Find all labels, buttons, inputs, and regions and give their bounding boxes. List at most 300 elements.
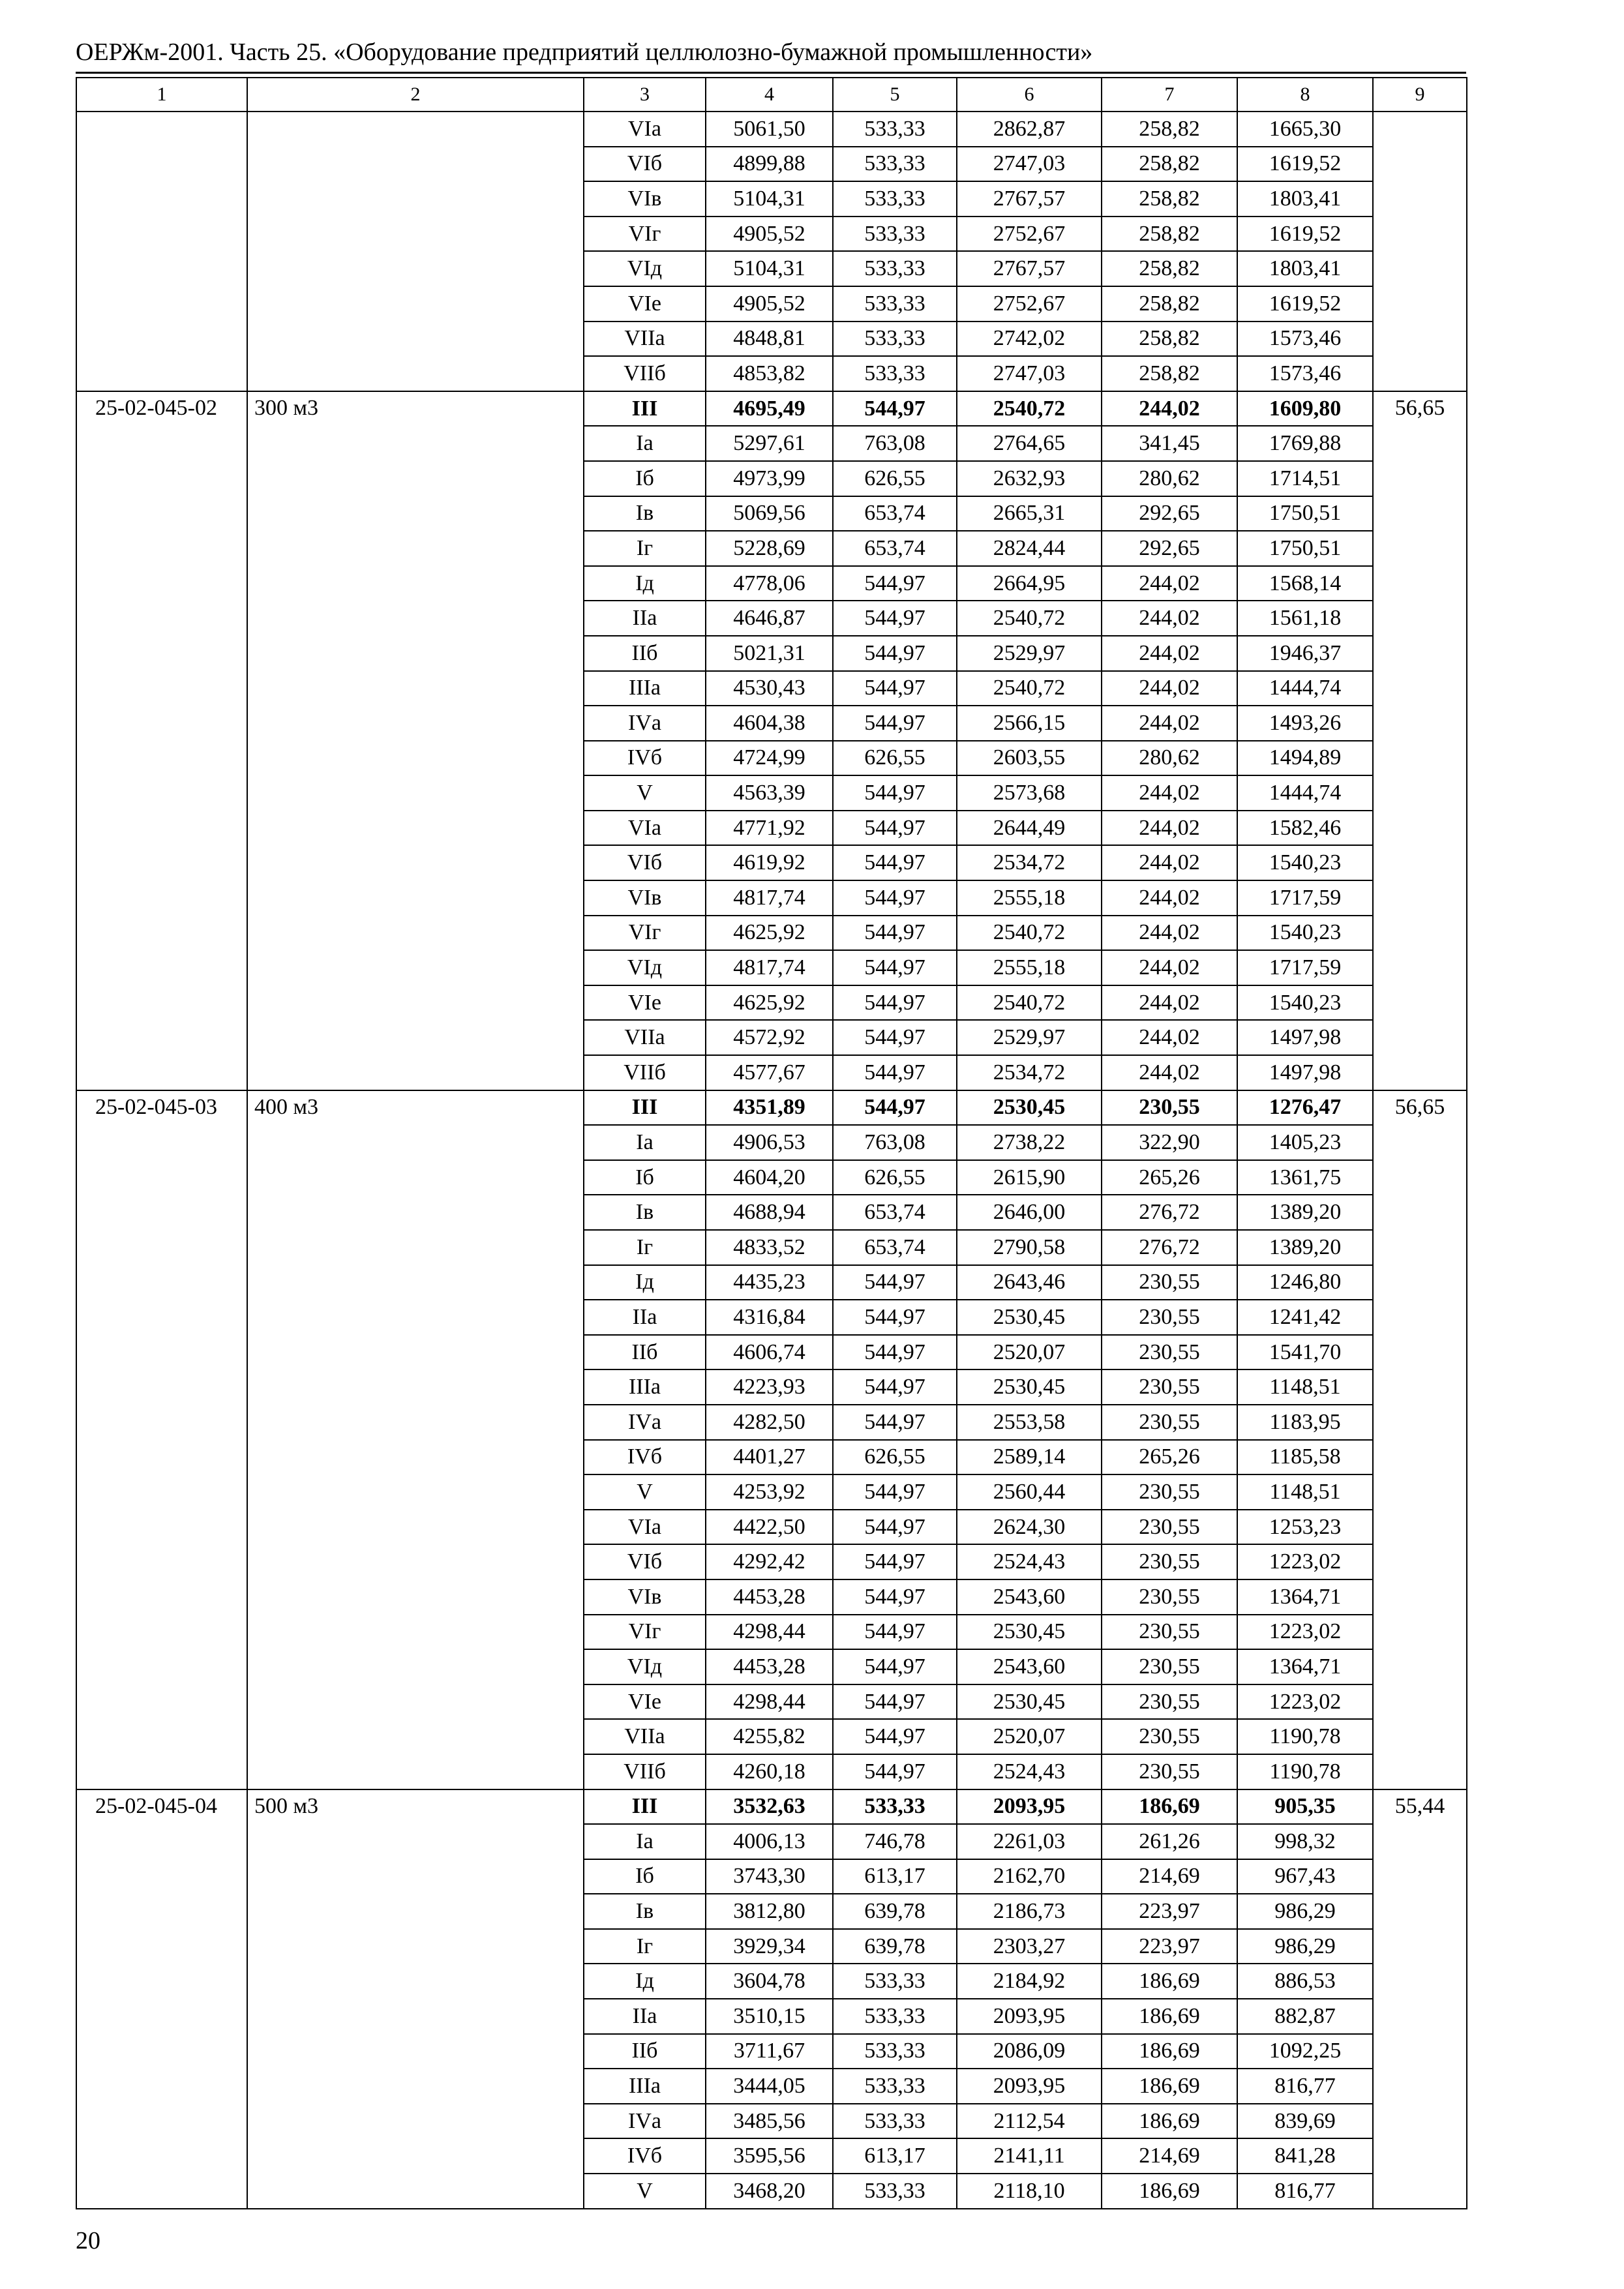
- operator-wages: 258,82: [1102, 181, 1237, 217]
- zone-code: VIб: [584, 845, 706, 880]
- zone-code: IIб: [584, 1335, 706, 1370]
- zone-code: VIв: [584, 880, 706, 916]
- operator-wages: 244,02: [1102, 391, 1237, 426]
- machine-operation: 2747,03: [957, 356, 1102, 391]
- total-cost: 4695,49: [706, 391, 833, 426]
- materials: 1223,02: [1237, 1544, 1373, 1579]
- wages: 544,97: [833, 775, 957, 811]
- zone-code: VIIб: [584, 1055, 706, 1090]
- zone-code: Iб: [584, 1160, 706, 1195]
- materials: 1619,52: [1237, 217, 1373, 252]
- wages: 544,97: [833, 1090, 957, 1126]
- total-cost: 4351,89: [706, 1090, 833, 1126]
- total-cost: 5104,31: [706, 251, 833, 286]
- operator-wages: 244,02: [1102, 601, 1237, 636]
- total-cost: 4530,43: [706, 671, 833, 706]
- equipment-volume: [247, 112, 584, 391]
- total-cost: 3812,80: [706, 1894, 833, 1929]
- machine-operation: 2303,27: [957, 1929, 1102, 1964]
- operator-wages: 230,55: [1102, 1649, 1237, 1684]
- zone-code: IIа: [584, 1300, 706, 1335]
- operator-wages: 244,02: [1102, 916, 1237, 951]
- price-table: [76, 77, 1467, 2209]
- wages: 626,55: [833, 1160, 957, 1195]
- operator-wages: 230,55: [1102, 1684, 1237, 1720]
- materials: 886,53: [1237, 1964, 1373, 1999]
- materials: 1750,51: [1237, 496, 1373, 531]
- materials: 1540,23: [1237, 985, 1373, 1021]
- zone-code: IIIа: [584, 671, 706, 706]
- zone-code: VIд: [584, 251, 706, 286]
- operator-wages: 186,69: [1102, 1789, 1237, 1825]
- total-cost: 4778,06: [706, 566, 833, 601]
- materials: 1541,70: [1237, 1335, 1373, 1370]
- equipment-volume: 500 м3: [247, 1789, 584, 2209]
- zone-code: Iг: [584, 1929, 706, 1964]
- total-cost: 5228,69: [706, 531, 833, 566]
- wages: 763,08: [833, 426, 957, 461]
- materials: 1619,52: [1237, 286, 1373, 322]
- machine-operation: 2524,43: [957, 1544, 1102, 1579]
- materials: 841,28: [1237, 2138, 1373, 2174]
- total-cost: 4563,39: [706, 775, 833, 811]
- wages: 533,33: [833, 322, 957, 357]
- machine-operation: 2141,11: [957, 2138, 1102, 2174]
- materials: 1241,42: [1237, 1300, 1373, 1335]
- column-number: 7: [1102, 78, 1237, 112]
- zone-code: VIIб: [584, 356, 706, 391]
- wages: 763,08: [833, 1125, 957, 1160]
- table-row: [76, 391, 1467, 426]
- total-cost: 4435,23: [706, 1265, 833, 1300]
- total-cost: 4604,38: [706, 706, 833, 741]
- machine-operation: 2530,45: [957, 1300, 1102, 1335]
- operator-wages: 265,26: [1102, 1440, 1237, 1475]
- wages: 533,33: [833, 1964, 957, 1999]
- operator-wages: 230,55: [1102, 1300, 1237, 1335]
- machine-operation: 2530,45: [957, 1615, 1102, 1650]
- machine-operation: 2540,72: [957, 671, 1102, 706]
- page-number: 20: [76, 2227, 100, 2254]
- wages: 653,74: [833, 1230, 957, 1265]
- materials: 816,77: [1237, 2174, 1373, 2209]
- column-number: 4: [706, 78, 833, 112]
- materials: 905,35: [1237, 1789, 1373, 1825]
- total-cost: 4292,42: [706, 1544, 833, 1579]
- machine-operation: 2555,18: [957, 950, 1102, 985]
- materials: 1540,23: [1237, 916, 1373, 951]
- operator-wages: 322,90: [1102, 1125, 1237, 1160]
- total-cost: 3711,67: [706, 2034, 833, 2069]
- total-cost: 4771,92: [706, 811, 833, 846]
- wages: 544,97: [833, 1615, 957, 1650]
- wages: 626,55: [833, 461, 957, 496]
- zone-code: VIв: [584, 181, 706, 217]
- total-cost: 4572,92: [706, 1020, 833, 1055]
- zone-code: VIг: [584, 1615, 706, 1650]
- zone-code: VIа: [584, 811, 706, 846]
- operator-wages: 265,26: [1102, 1160, 1237, 1195]
- column-number: 6: [957, 78, 1102, 112]
- wages: 544,97: [833, 1020, 957, 1055]
- zone-code: VIа: [584, 1510, 706, 1545]
- total-cost: 4422,50: [706, 1510, 833, 1545]
- wages: 533,33: [833, 112, 957, 147]
- zone-code: VIе: [584, 286, 706, 322]
- machine-operation: 2118,10: [957, 2174, 1102, 2209]
- zone-code: V: [584, 775, 706, 811]
- operator-wages: 186,69: [1102, 2069, 1237, 2104]
- materials: 1568,14: [1237, 566, 1373, 601]
- col9-value: [1373, 112, 1467, 391]
- total-cost: 4619,92: [706, 845, 833, 880]
- zone-code: Iа: [584, 1125, 706, 1160]
- wages: 544,97: [833, 636, 957, 671]
- wages: 533,33: [833, 1789, 957, 1825]
- machine-operation: 2543,60: [957, 1649, 1102, 1684]
- materials: 1714,51: [1237, 461, 1373, 496]
- total-cost: 4688,94: [706, 1195, 833, 1230]
- operator-wages: 186,69: [1102, 2104, 1237, 2139]
- column-number: 1: [76, 78, 247, 112]
- operator-wages: 186,69: [1102, 2034, 1237, 2069]
- operator-wages: 244,02: [1102, 845, 1237, 880]
- materials: 1494,89: [1237, 741, 1373, 776]
- materials: 967,43: [1237, 1859, 1373, 1894]
- zone-code: VIе: [584, 985, 706, 1021]
- total-cost: 4817,74: [706, 880, 833, 916]
- total-cost: 4853,82: [706, 356, 833, 391]
- wages: 533,33: [833, 217, 957, 252]
- zone-code: III: [584, 1789, 706, 1825]
- materials: 1444,74: [1237, 671, 1373, 706]
- materials: 1223,02: [1237, 1684, 1373, 1720]
- materials: 1750,51: [1237, 531, 1373, 566]
- wages: 544,97: [833, 1579, 957, 1615]
- materials: 986,29: [1237, 1929, 1373, 1964]
- wages: 626,55: [833, 1440, 957, 1475]
- zone-code: IIIа: [584, 2069, 706, 2104]
- machine-operation: 2524,43: [957, 1754, 1102, 1789]
- machine-operation: 2530,45: [957, 1684, 1102, 1720]
- zone-code: IVа: [584, 2104, 706, 2139]
- zone-code: IIIа: [584, 1369, 706, 1405]
- materials: 1148,51: [1237, 1369, 1373, 1405]
- operator-wages: 214,69: [1102, 2138, 1237, 2174]
- zone-code: V: [584, 1474, 706, 1510]
- total-cost: 4906,53: [706, 1125, 833, 1160]
- zone-code: Iд: [584, 566, 706, 601]
- wages: 626,55: [833, 741, 957, 776]
- materials: 998,32: [1237, 1824, 1373, 1859]
- operator-wages: 244,02: [1102, 811, 1237, 846]
- operator-wages: 230,55: [1102, 1544, 1237, 1579]
- operator-wages: 230,55: [1102, 1335, 1237, 1370]
- machine-operation: 2086,09: [957, 2034, 1102, 2069]
- wages: 613,17: [833, 1859, 957, 1894]
- wages: 544,97: [833, 1719, 957, 1754]
- operator-wages: 258,82: [1102, 112, 1237, 147]
- zone-code: VIд: [584, 1649, 706, 1684]
- wages: 544,97: [833, 1055, 957, 1090]
- wages: 653,74: [833, 1195, 957, 1230]
- total-cost: 4604,20: [706, 1160, 833, 1195]
- zone-code: VIв: [584, 1579, 706, 1615]
- total-cost: 3485,56: [706, 2104, 833, 2139]
- column-number: 8: [1237, 78, 1373, 112]
- wages: 544,97: [833, 950, 957, 985]
- table-row: [76, 112, 1467, 147]
- equipment-volume: 400 м3: [247, 1090, 584, 1789]
- operator-wages: 223,97: [1102, 1894, 1237, 1929]
- zone-code: Iд: [584, 1265, 706, 1300]
- wages: 544,97: [833, 1300, 957, 1335]
- materials: 1253,23: [1237, 1510, 1373, 1545]
- materials: 1364,71: [1237, 1649, 1373, 1684]
- machine-operation: 2646,00: [957, 1195, 1102, 1230]
- wages: 544,97: [833, 845, 957, 880]
- wages: 639,78: [833, 1929, 957, 1964]
- machine-operation: 2752,67: [957, 286, 1102, 322]
- wages: 544,97: [833, 1510, 957, 1545]
- machine-operation: 2764,65: [957, 426, 1102, 461]
- total-cost: 4253,92: [706, 1474, 833, 1510]
- machine-operation: 2543,60: [957, 1579, 1102, 1615]
- operator-wages: 186,69: [1102, 1999, 1237, 2034]
- wages: 533,33: [833, 181, 957, 217]
- materials: 1185,58: [1237, 1440, 1373, 1475]
- wages: 544,97: [833, 1474, 957, 1510]
- materials: 1190,78: [1237, 1719, 1373, 1754]
- machine-operation: 2752,67: [957, 217, 1102, 252]
- machine-operation: 2560,44: [957, 1474, 1102, 1510]
- col9-value: 55,44: [1373, 1789, 1467, 2209]
- machine-operation: 2553,58: [957, 1405, 1102, 1440]
- machine-operation: 2184,92: [957, 1964, 1102, 1999]
- machine-operation: 2529,97: [957, 1020, 1102, 1055]
- zone-code: Iд: [584, 1964, 706, 1999]
- machine-operation: 2643,46: [957, 1265, 1102, 1300]
- rate-code: [76, 112, 247, 391]
- wages: 533,33: [833, 2104, 957, 2139]
- table-row: [76, 1090, 1467, 1126]
- total-cost: 4006,13: [706, 1824, 833, 1859]
- zone-code: Iб: [584, 461, 706, 496]
- materials: 1803,41: [1237, 251, 1373, 286]
- operator-wages: 244,02: [1102, 1055, 1237, 1090]
- total-cost: 5021,31: [706, 636, 833, 671]
- total-cost: 4646,87: [706, 601, 833, 636]
- materials: 816,77: [1237, 2069, 1373, 2104]
- machine-operation: 2529,97: [957, 636, 1102, 671]
- operator-wages: 230,55: [1102, 1405, 1237, 1440]
- materials: 1148,51: [1237, 1474, 1373, 1510]
- zone-code: Iб: [584, 1859, 706, 1894]
- wages: 544,97: [833, 985, 957, 1021]
- materials: 1573,46: [1237, 356, 1373, 391]
- machine-operation: 2747,03: [957, 147, 1102, 182]
- total-cost: 4223,93: [706, 1369, 833, 1405]
- operator-wages: 244,02: [1102, 985, 1237, 1021]
- total-cost: 4899,88: [706, 147, 833, 182]
- zone-code: Iг: [584, 1230, 706, 1265]
- machine-operation: 2534,72: [957, 1055, 1102, 1090]
- machine-operation: 2520,07: [957, 1719, 1102, 1754]
- operator-wages: 292,65: [1102, 531, 1237, 566]
- operator-wages: 230,55: [1102, 1090, 1237, 1126]
- machine-operation: 2093,95: [957, 2069, 1102, 2104]
- operator-wages: 244,02: [1102, 950, 1237, 985]
- table-row: [76, 1789, 1467, 1825]
- zone-code: Iв: [584, 496, 706, 531]
- machine-operation: 2824,44: [957, 531, 1102, 566]
- operator-wages: 244,02: [1102, 1020, 1237, 1055]
- machine-operation: 2186,73: [957, 1894, 1102, 1929]
- operator-wages: 276,72: [1102, 1195, 1237, 1230]
- rate-code: 25-02-045-04: [76, 1789, 247, 2209]
- machine-operation: 2530,45: [957, 1369, 1102, 1405]
- wages: 544,97: [833, 1405, 957, 1440]
- zone-code: Iа: [584, 426, 706, 461]
- machine-operation: 2520,07: [957, 1335, 1102, 1370]
- total-cost: 4724,99: [706, 741, 833, 776]
- machine-operation: 2534,72: [957, 845, 1102, 880]
- machine-operation: 2540,72: [957, 601, 1102, 636]
- machine-operation: 2615,90: [957, 1160, 1102, 1195]
- wages: 533,33: [833, 2034, 957, 2069]
- materials: 839,69: [1237, 2104, 1373, 2139]
- total-cost: 4282,50: [706, 1405, 833, 1440]
- materials: 1619,52: [1237, 147, 1373, 182]
- zone-code: Iг: [584, 531, 706, 566]
- total-cost: 4298,44: [706, 1615, 833, 1650]
- rate-code: 25-02-045-03: [76, 1090, 247, 1789]
- machine-operation: 2555,18: [957, 880, 1102, 916]
- materials: 1389,20: [1237, 1230, 1373, 1265]
- total-cost: 3604,78: [706, 1964, 833, 1999]
- zone-code: VIа: [584, 112, 706, 147]
- total-cost: 4255,82: [706, 1719, 833, 1754]
- wages: 544,97: [833, 1369, 957, 1405]
- zone-code: Iа: [584, 1824, 706, 1859]
- wages: 544,97: [833, 811, 957, 846]
- operator-wages: 258,82: [1102, 322, 1237, 357]
- column-number: 9: [1373, 78, 1467, 112]
- operator-wages: 186,69: [1102, 2174, 1237, 2209]
- operator-wages: 258,82: [1102, 286, 1237, 322]
- operator-wages: 230,55: [1102, 1579, 1237, 1615]
- zone-code: III: [584, 391, 706, 426]
- total-cost: 3468,20: [706, 2174, 833, 2209]
- operator-wages: 261,26: [1102, 1824, 1237, 1859]
- wages: 533,33: [833, 2174, 957, 2209]
- materials: 882,87: [1237, 1999, 1373, 2034]
- column-number-row: [76, 78, 1467, 112]
- operator-wages: 230,55: [1102, 1510, 1237, 1545]
- wages: 533,33: [833, 251, 957, 286]
- total-cost: 4817,74: [706, 950, 833, 985]
- materials: 1276,47: [1237, 1090, 1373, 1126]
- machine-operation: 2603,55: [957, 741, 1102, 776]
- materials: 1946,37: [1237, 636, 1373, 671]
- materials: 1389,20: [1237, 1195, 1373, 1230]
- operator-wages: 244,02: [1102, 636, 1237, 671]
- wages: 533,33: [833, 147, 957, 182]
- total-cost: 5061,50: [706, 112, 833, 147]
- zone-code: VIг: [584, 916, 706, 951]
- zone-code: VIе: [584, 1684, 706, 1720]
- wages: 544,97: [833, 916, 957, 951]
- machine-operation: 2644,49: [957, 811, 1102, 846]
- zone-code: IVб: [584, 741, 706, 776]
- total-cost: 5069,56: [706, 496, 833, 531]
- operator-wages: 230,55: [1102, 1265, 1237, 1300]
- materials: 1246,80: [1237, 1265, 1373, 1300]
- zone-code: IVб: [584, 1440, 706, 1475]
- zone-code: VIг: [584, 217, 706, 252]
- total-cost: 4260,18: [706, 1754, 833, 1789]
- operator-wages: 258,82: [1102, 356, 1237, 391]
- machine-operation: 2589,14: [957, 1440, 1102, 1475]
- total-cost: 3510,15: [706, 1999, 833, 2034]
- operator-wages: 292,65: [1102, 496, 1237, 531]
- zone-code: VIIа: [584, 1719, 706, 1754]
- total-cost: 3743,30: [706, 1859, 833, 1894]
- materials: 1497,98: [1237, 1020, 1373, 1055]
- wages: 613,17: [833, 2138, 957, 2174]
- machine-operation: 2742,02: [957, 322, 1102, 357]
- materials: 1540,23: [1237, 845, 1373, 880]
- materials: 1361,75: [1237, 1160, 1373, 1195]
- zone-code: VIIа: [584, 1020, 706, 1055]
- machine-operation: 2573,68: [957, 775, 1102, 811]
- operator-wages: 214,69: [1102, 1859, 1237, 1894]
- total-cost: 4973,99: [706, 461, 833, 496]
- col9-value: 56,65: [1373, 391, 1467, 1090]
- wages: 544,97: [833, 706, 957, 741]
- zone-code: IIб: [584, 636, 706, 671]
- column-number: 3: [584, 78, 706, 112]
- operator-wages: 230,55: [1102, 1615, 1237, 1650]
- wages: 653,74: [833, 496, 957, 531]
- total-cost: 4848,81: [706, 322, 833, 357]
- zone-code: VIб: [584, 147, 706, 182]
- total-cost: 4625,92: [706, 916, 833, 951]
- zone-code: IIб: [584, 2034, 706, 2069]
- materials: 1364,71: [1237, 1579, 1373, 1615]
- operator-wages: 258,82: [1102, 217, 1237, 252]
- zone-code: VIIа: [584, 322, 706, 357]
- total-cost: 4625,92: [706, 985, 833, 1021]
- operator-wages: 276,72: [1102, 1230, 1237, 1265]
- materials: 1223,02: [1237, 1615, 1373, 1650]
- equipment-volume: 300 м3: [247, 391, 584, 1090]
- operator-wages: 341,45: [1102, 426, 1237, 461]
- materials: 1493,26: [1237, 706, 1373, 741]
- operator-wages: 244,02: [1102, 706, 1237, 741]
- materials: 1444,74: [1237, 775, 1373, 811]
- total-cost: 4401,27: [706, 1440, 833, 1475]
- wages: 533,33: [833, 1999, 957, 2034]
- wages: 544,97: [833, 1265, 957, 1300]
- rate-code: 25-02-045-02: [76, 391, 247, 1090]
- machine-operation: 2112,54: [957, 2104, 1102, 2139]
- zone-code: VIб: [584, 1544, 706, 1579]
- materials: 1582,46: [1237, 811, 1373, 846]
- wages: 544,97: [833, 391, 957, 426]
- zone-code: IVа: [584, 706, 706, 741]
- machine-operation: 2540,72: [957, 916, 1102, 951]
